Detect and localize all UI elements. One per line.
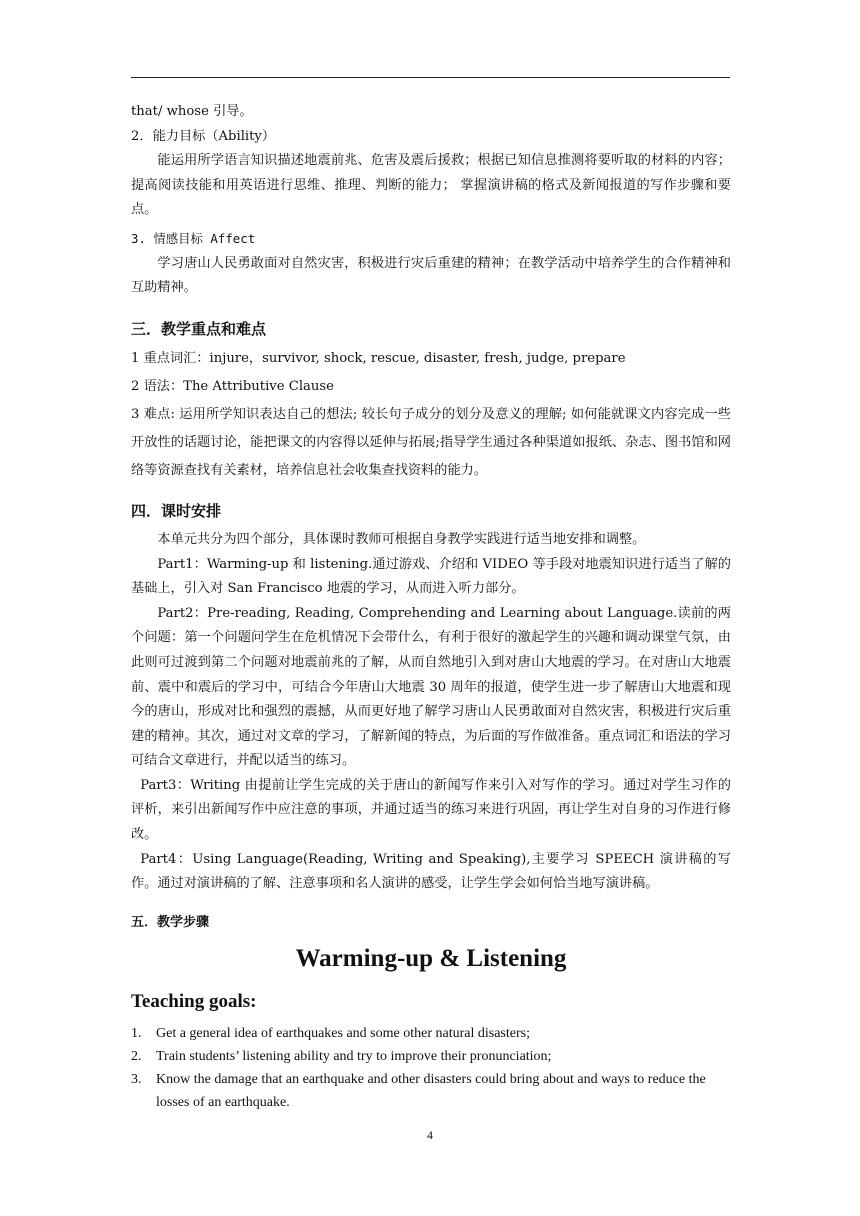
intro-line: that/ whose 引导。: [131, 104, 253, 119]
page-number: 4: [427, 1128, 433, 1142]
grammar-point: 2 语法：The Attributive Clause: [131, 379, 334, 395]
teaching-goals-heading: Teaching goals:: [131, 991, 257, 1013]
schedule-part-3: Part3：Writing 由提前让学生完成的关于唐山的新闻写作来引入对写作的学习。通过对学生习作的评析，来引出新闻写作中应注意的事项，并通过适当的练习来进行巩固，再让学生对自身的习作进行修改。: [131, 777, 731, 843]
page-content: [131, 100, 731, 1115]
difficulty-point: 3 难点: 运用所学知识表达自己的想法; 较长句子成分的划分及意义的理解; 如何能就课文内容完成一些开放性的话题讨论，能把课文的内容得以延伸与拓展;指导学生通过各种渠道如报纸、杂志、图书馆和网络等资源查找有关素材，培养信息社会收集查找资料的能力。: [131, 407, 731, 479]
header-rule: [131, 77, 730, 78]
teaching-goals-list: [131, 1023, 731, 1114]
ability-text: 能运用所学语言知识描述地震前兆、危害及震后援救；根据已知信息推测将要听取的材料的内容；提高阅读技能和用英语进行思维、推理、判断的能力； 掌握演讲稿的格式及新闻报道的写作步骤和要点。: [131, 153, 731, 218]
schedule-part-2: Part2：Pre-reading, Reading, Comprehending and Learning about Language.读前的两个问题：第一个问题问学生在危机情况下会带什么，有利于很好的激起学生的兴趣和调动课堂气氛，由此则可过渡到第二个问题对地震前兆的了解，从而自然地引入到对唐山大地震的学习。在对唐山大地震前、震中和震后的学习中，可结合今年唐山大地震 30 周年的报道，使学生进一步了解唐山大地震和现今的唐山，形成对比和强烈的震撼，从而更好地了解学习唐山人民勇敢面对自然灾害，积极进行灾后重建的精神。其次，通过对文章的学习，了解新闻的特点，为后面的写作做准备。重点词汇和语法的学习可结合文章进行，并配以适当的练习。: [131, 605, 731, 769]
list-item: 2. Train students’ listening ability and try to improve their pronunciation;: [131, 1049, 552, 1065]
section-4-title: 四．课时安排: [131, 502, 222, 521]
schedule-part-4: Part4：Using Language(Reading, Writing and Speaking),主要学习 SPEECH 演讲稿的写作。通过对演讲稿的了解、注意事项和名人演讲的感受，让学生学会如何恰当地写演讲稿。: [131, 851, 731, 892]
section-5-title: 五．教学步骤: [131, 914, 210, 930]
affect-text: 学习唐山人民勇敢面对自然灾害，积极进行灾后重建的精神；在教学活动中培养学生的合作精神和互助精神。: [131, 255, 731, 296]
section-3-title: 三．教学重点和难点: [131, 319, 267, 338]
key-vocabulary: 1 重点词汇：injure，survivor, shock, rescue, disaster, fresh, judge, prepare: [131, 351, 626, 367]
list-item: 3. Know the damage that an earthquake and other disasters could bring about and ways to reduce the losses of an earthquake.: [131, 1072, 706, 1110]
list-item: 1. Get a general idea of earthquakes and some other natural disasters;: [131, 1026, 530, 1042]
lesson-title: Warming-up & Listening: [295, 945, 567, 973]
affect-heading: 3. 情感目标 Affect: [131, 230, 256, 246]
ability-heading: 2．能力目标（Ability）: [131, 128, 276, 144]
schedule-intro: 本单元共分为四个部分，具体课时教师可根据自身教学实践进行适当地安排和调整。: [157, 531, 646, 547]
schedule-part-1: Part1：Warming-up 和 listening.通过游戏、介绍和 VIDEO 等手段对地震知识进行适当了解的基础上，引入对 San Francisco 地震的学习，从而进入听力部分。: [131, 556, 731, 597]
